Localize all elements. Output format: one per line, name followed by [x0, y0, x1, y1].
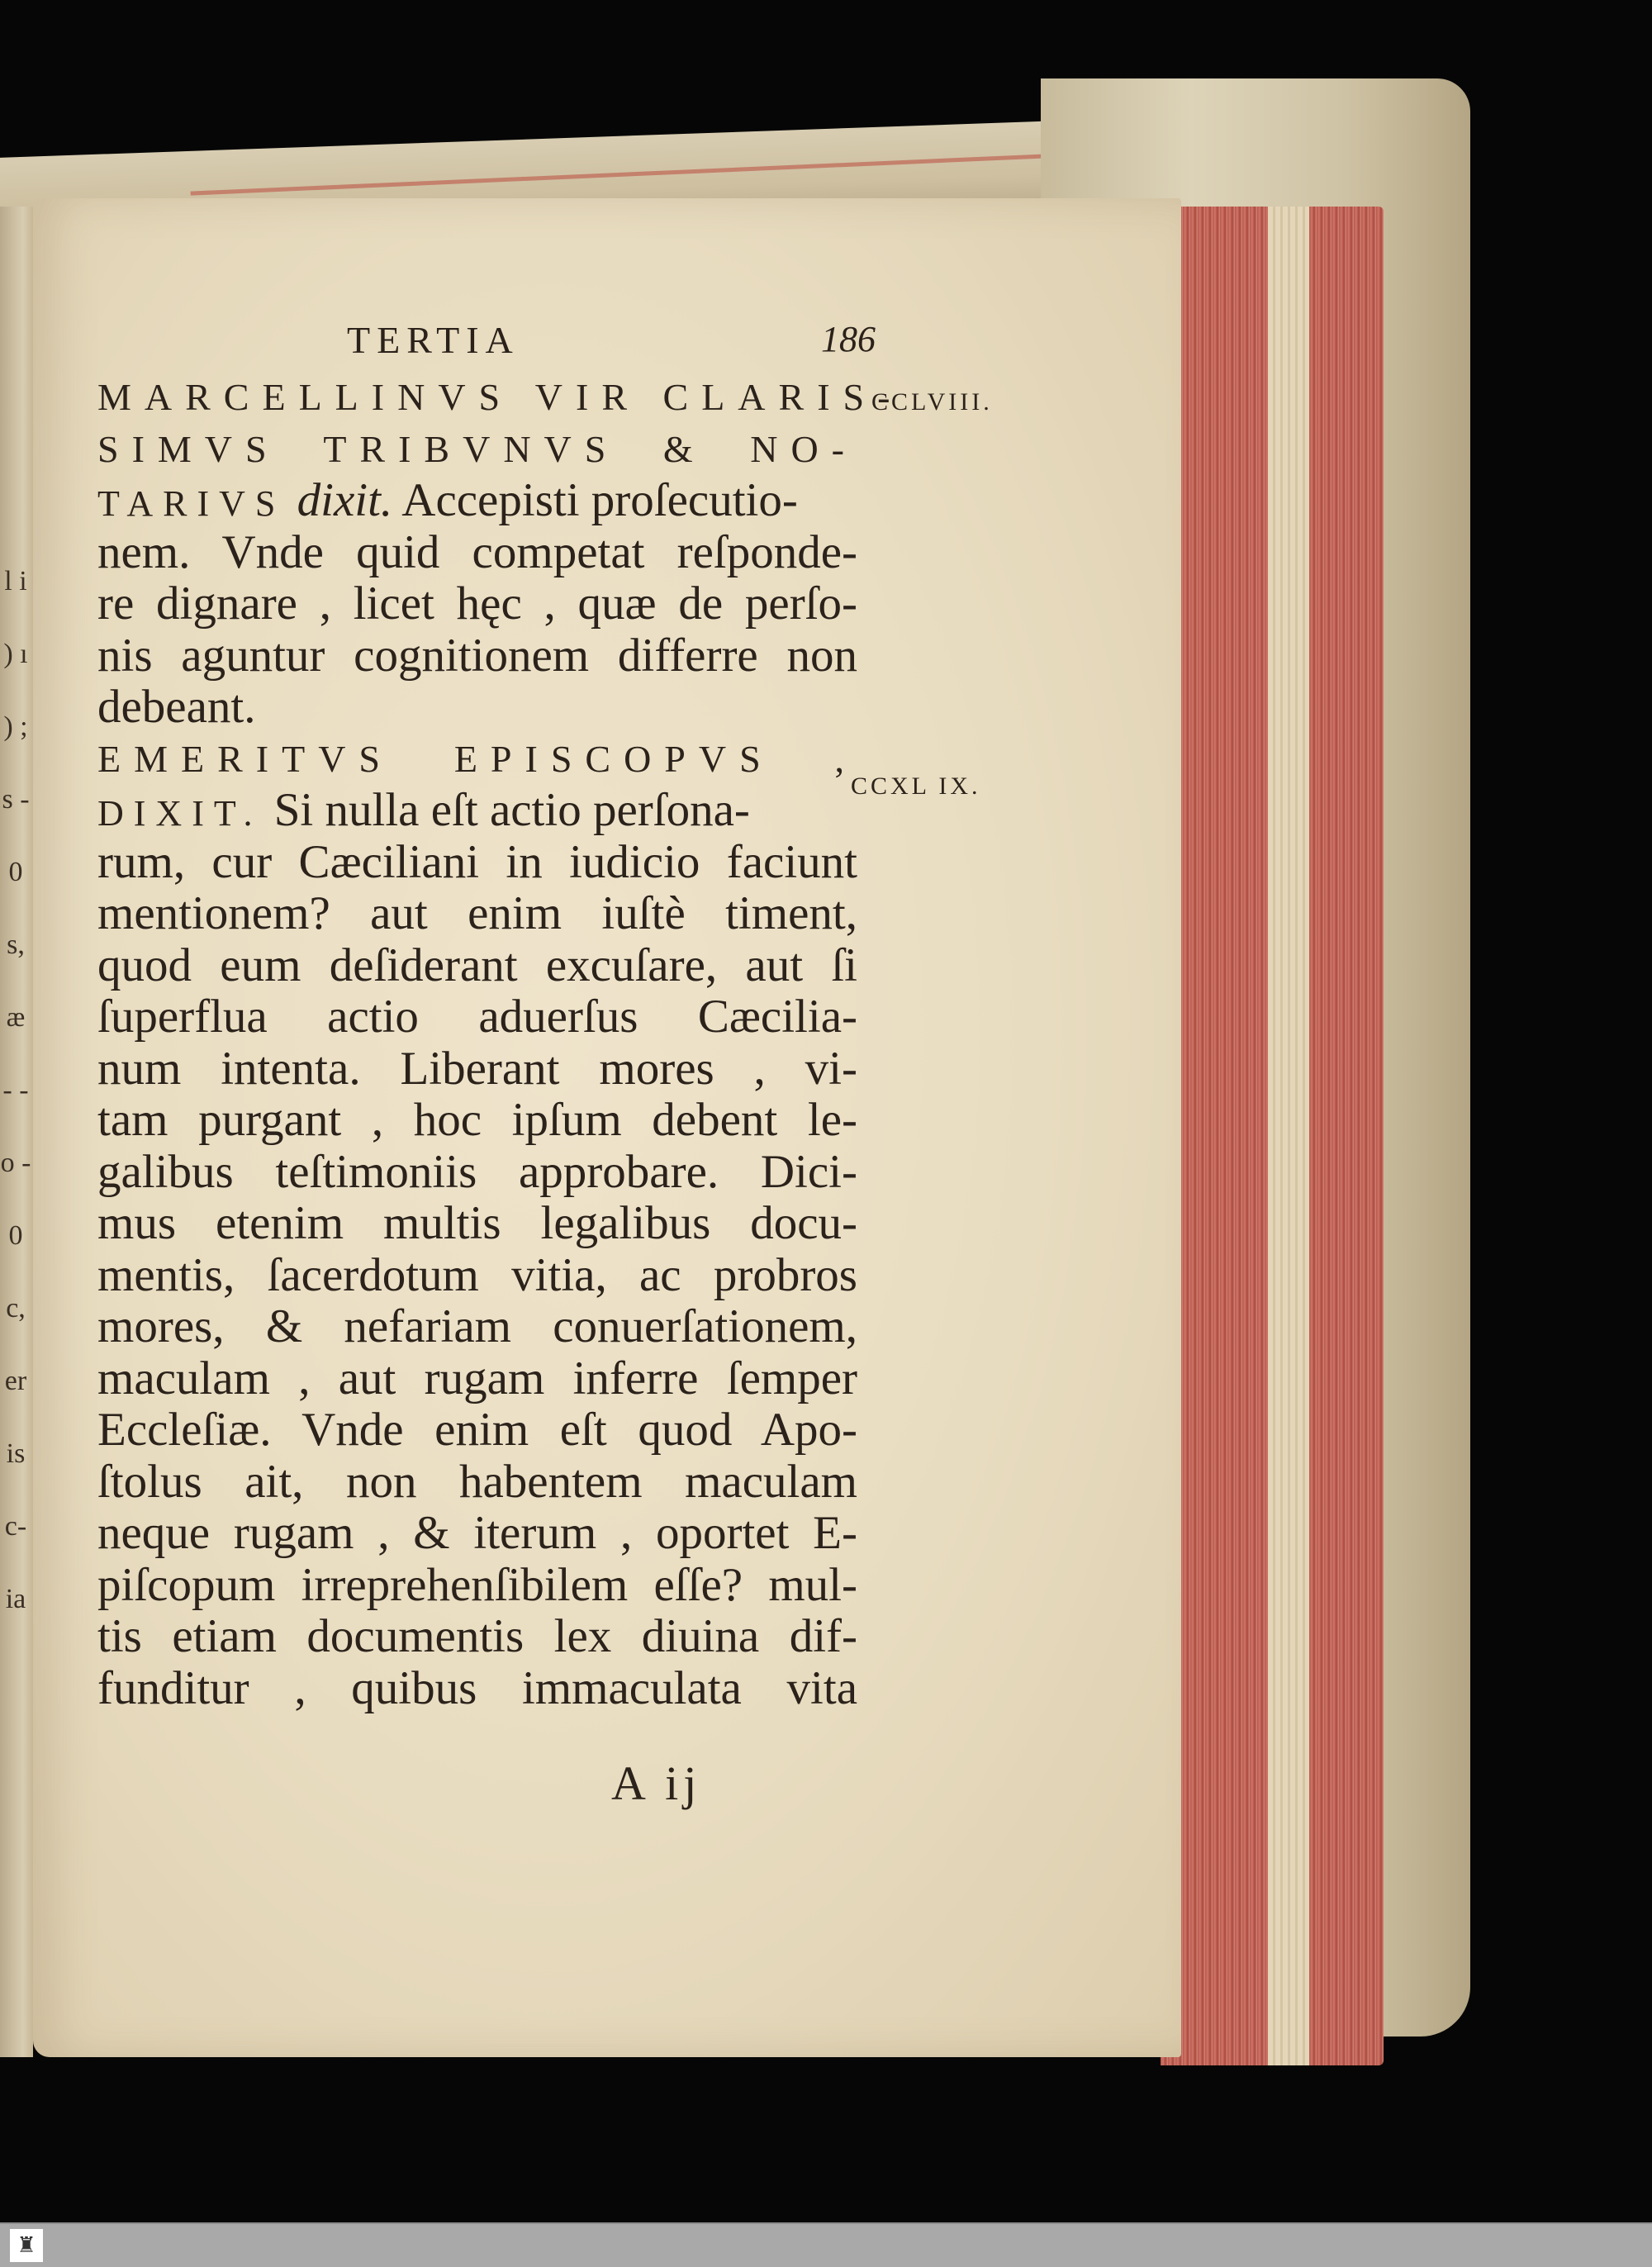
text-line: nis aguntur cognitionem differre non — [97, 629, 857, 682]
speaker-tarius: TARIVS — [97, 483, 286, 524]
facing-page-sliver — [0, 207, 33, 2057]
library-logo-icon[interactable]: ♜ — [10, 2229, 43, 2262]
text-line: neque rugam , & iterum , oportet E- — [97, 1507, 857, 1559]
text-line: mores, & nefariam conuerſationem, — [97, 1300, 857, 1352]
text-line: maculam , aut rugam inferre ſemper — [97, 1352, 857, 1404]
text-line: TARIVS dixit. Accepisti proſecutio- — [97, 474, 798, 526]
text-line: ſtolus ait, non habentem maculam — [97, 1455, 857, 1508]
text-line: tis etiam documentis lex diuina dif- — [97, 1610, 857, 1662]
text-line: Eccleſiæ. Vnde enim eſt quod Apo- — [97, 1404, 857, 1456]
marginal-number-2: CCXL IX. — [851, 772, 981, 800]
text-line: mentionem? aut enim iuſtè timent, — [97, 887, 857, 939]
viewer-footer-bar — [0, 2222, 1652, 2267]
text-line: nem. Vnde quid competat reſponde- — [97, 525, 857, 578]
text-line: tam purgant , hoc ipſum debent le- — [97, 1094, 857, 1146]
text-line: rum, cur Cæciliani in iudicio faciunt — [97, 835, 857, 888]
text-line: MARCELLINVS VIR CLARIS- — [97, 376, 904, 418]
text-line: DIXIT. Si nulla eſt actio perſona- — [97, 784, 750, 836]
text-line: mentis, ſacerdotum vitia, ac probros — [97, 1248, 857, 1301]
text-line: quod eum deſiderant excuſare, aut ſi — [97, 939, 857, 991]
dixit-italic: dixit. — [297, 474, 393, 526]
text-line: funditur , quibus immaculata vita — [97, 1661, 857, 1714]
text-line: ſuperflua actio aduerſus Cæcilia- — [97, 991, 857, 1043]
text-line: num intenta. Liberant mores , vi- — [97, 1042, 857, 1095]
marginal-number-1: CCLVIII. — [871, 388, 993, 416]
facing-page-text: l i ) ı ) ; s - 0 s, æ - - o - 0 c, er is c- ia — [0, 566, 31, 1614]
signature-mark: A ij — [611, 1756, 702, 1810]
page-number: 186 — [821, 319, 876, 359]
text-line: piſcopum irreprehenſibilem eſſe? mul- — [97, 1558, 857, 1611]
text-line: debeant. — [97, 681, 256, 733]
text-line: mus etenim multis legalibus docu- — [97, 1197, 857, 1249]
red-fore-edge — [1161, 207, 1384, 2065]
dixit-caps: DIXIT. — [97, 793, 263, 834]
text-line: EMERITVS EPISCOPVS , — [97, 737, 857, 780]
page-header — [347, 318, 876, 359]
text-line: galibus teſtimoniis approbare. Dici- — [97, 1145, 857, 1198]
running-title: TERTIA — [347, 319, 520, 361]
text-line: re dignare , licet hęc , quæ de perſo- — [97, 577, 857, 630]
body-text — [97, 372, 904, 1714]
text-line: SIMVS TRIBVNVS & NO- — [97, 427, 857, 470]
